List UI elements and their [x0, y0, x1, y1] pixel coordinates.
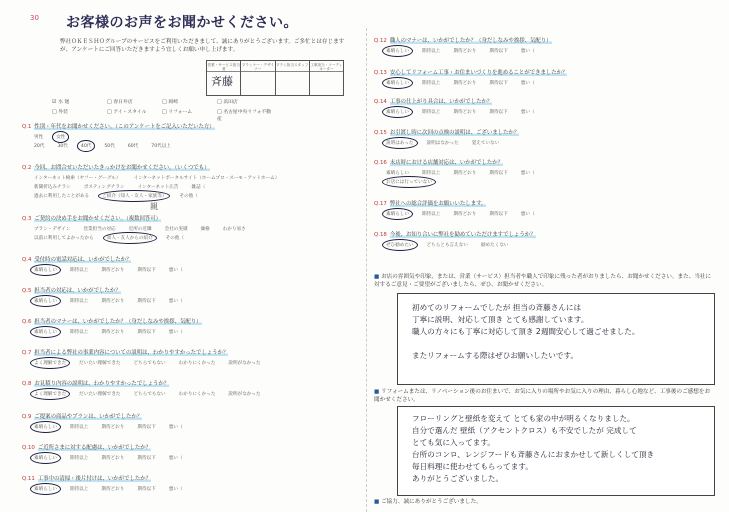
answer-option[interactable]: 期待以下 [489, 110, 508, 115]
stamp-cell [310, 61, 343, 95]
answer-options [34, 175, 292, 181]
comment-line: フローリングと壁紙を変えて とても家の中が明るくなりました。 [412, 414, 635, 423]
question [374, 128, 519, 136]
answer-option[interactable]: 悪い（ [168, 425, 183, 430]
answer-option[interactable]: 期待以上 [69, 425, 89, 430]
question [374, 36, 552, 44]
question-text: 性別・年代をお聞かせください。（このアンケートをご記入いただいた方） [34, 124, 215, 130]
answer-option[interactable]: わかり易さ [222, 227, 246, 232]
answer-option[interactable]: 期待以下 [137, 330, 156, 335]
question [22, 214, 161, 222]
answer-options [386, 179, 445, 185]
answer-option[interactable]: よく理解できた [34, 361, 67, 366]
question-text: ご契約の決め手をお聞かせください。（複数回答可） [34, 216, 162, 222]
answer-option[interactable]: 素晴らしい [34, 330, 57, 335]
question-number: Q.13 [374, 70, 387, 76]
answer-option[interactable]: 説明がなかった [228, 361, 261, 366]
answer-option[interactable]: 説明がなかった [228, 392, 261, 397]
answer-option[interactable]: 説明はあった [386, 141, 414, 146]
answer-option[interactable]: 30代 [57, 144, 68, 149]
answer-option[interactable]: 説明はなかった [426, 141, 459, 146]
question-text: 未店時における店舗対応は、いかがでしたか？ [389, 160, 504, 166]
answer-option[interactable]: 期待どおり [101, 456, 125, 461]
answer-option[interactable]: 期待どおり [101, 299, 125, 304]
question-number: Q.1 [22, 124, 32, 130]
page-number: 30 [30, 14, 39, 22]
answer-option[interactable]: 悪い（ [520, 81, 535, 86]
answer-options [386, 211, 548, 217]
comment-line: 丁寧に説明、対応して頂き とても感謝しています。 [412, 315, 589, 324]
stamp-label: 営業・サービス担当者 [207, 63, 240, 72]
answer-option[interactable]: どちらでもない [133, 361, 166, 366]
stamp-cell [241, 61, 275, 95]
answer-option[interactable]: 期待以上 [421, 49, 441, 54]
comment-line: とても気に入ってます。 [412, 438, 495, 447]
answer-option[interactable]: わかりにくかった [178, 392, 216, 397]
question-number: Q.12 [374, 38, 387, 44]
question [22, 122, 215, 130]
stamp-label: プラン担当スタッフ [276, 61, 309, 72]
answer-option[interactable]: 女性 [56, 135, 66, 140]
answer-option[interactable]: 期待どおり [453, 81, 477, 86]
answer-option[interactable]: インターネット広告 [137, 185, 179, 190]
answer-option[interactable]: その他（ [179, 194, 198, 199]
answer-option[interactable]: 70代以上 [151, 144, 171, 149]
answer-options [34, 235, 197, 241]
question-text: 職人のマナーは、いかがでしたか？（身だしなみや挨拶、気配り） [389, 38, 552, 44]
question-number: Q.6 [22, 319, 32, 325]
answer-option[interactable]: 近所の近隣 [128, 227, 152, 232]
question-text: お引渡し時に次回の点検の説明は、ございましたか？ [389, 130, 520, 136]
answer-option[interactable]: 期待以下 [489, 49, 508, 54]
answer-option[interactable]: ポスティングチラシ [83, 185, 125, 190]
answer-option[interactable]: 会社の実績 [164, 227, 188, 232]
answer-options [34, 455, 196, 461]
answer-option[interactable]: 期待どおり [453, 110, 477, 115]
answer-option[interactable]: 過去に利用したことがある [34, 194, 90, 199]
answer-option[interactable]: 素晴らしい [34, 268, 57, 273]
answer-option[interactable]: 期待どおり [101, 330, 125, 335]
answer-option[interactable]: インターネットポータルサイト（ホームプロ・スーモ・アットホーム） [133, 176, 280, 181]
comment-line [412, 338, 639, 350]
question-text: ご近所さまに対する配慮は、いかがでしたか？ [37, 445, 152, 451]
answer-option[interactable]: 悪い（ [168, 330, 183, 335]
answer-option[interactable]: 40代 [80, 144, 92, 149]
question-text: 安心してリフォーム工事・お住まいづくりを進めることができましたか？ [389, 70, 568, 76]
question [22, 379, 169, 387]
comment2-heading: ■ リフォームまたは、リノベーション後のお住まいで、お気に入りの場所やお気に入りの理由、暮らし心地など、工事後のご感想をお聞かせください。 [374, 388, 714, 404]
answer-option[interactable]: 以前に利用してよかったから [34, 236, 94, 241]
question-text: 工事の仕上がり具合は、いかがでしたか？ [389, 99, 493, 105]
question-number: Q.18 [374, 232, 387, 238]
answer-option[interactable]: 素晴らしい [386, 171, 409, 176]
stamp-label: 工事担当・コーディネーター [310, 63, 343, 72]
answer-option[interactable]: どちらでもない [133, 392, 166, 397]
answer-options [34, 329, 196, 335]
answer-option[interactable]: 期待以下 [489, 212, 508, 217]
answer-options [34, 134, 78, 140]
answer-option[interactable]: 悪い（ [520, 49, 535, 54]
answer-option[interactable]: 期待以上 [421, 171, 441, 176]
handwritten-note: 親 [150, 202, 158, 211]
answer-option[interactable]: 期待以上 [421, 212, 441, 217]
answer-option[interactable]: 期待以上 [69, 487, 89, 492]
question-text: 今回、お問合せいただいたきっかけをお聞かせください。（いくつでも） [34, 165, 210, 171]
question-number: Q.8 [22, 381, 32, 387]
answer-options [34, 267, 196, 273]
answer-option[interactable]: お店には行っていない [386, 180, 432, 185]
question-text: 工事中の清掃・後片付けは、いかがでしたか？ [37, 476, 152, 482]
answer-option[interactable]: 勧めたくない [480, 243, 509, 248]
question [22, 317, 202, 325]
answer-options [34, 193, 211, 199]
answer-option[interactable]: 期待どおり [453, 212, 477, 217]
answer-options [34, 486, 196, 492]
answer-option[interactable]: 素晴らしい [34, 299, 57, 304]
category-checkbox[interactable]: □ 春日井店 [107, 98, 162, 105]
question [22, 163, 210, 171]
category-checkbox[interactable]: ☑ 水 廻 [52, 98, 107, 105]
answer-option[interactable]: 悪い（ [168, 456, 183, 461]
answer-option[interactable]: 期待以下 [137, 299, 156, 304]
question-number: Q.11 [22, 476, 35, 482]
answer-option[interactable]: 期待どおり [101, 487, 125, 492]
stamp-cell [207, 61, 241, 95]
comment-line: 毎日料理に使わせてもらってます。 [412, 462, 533, 471]
answer-option[interactable]: 期待どおり [101, 268, 125, 273]
comment-line: ありがとうございました。 [412, 474, 504, 483]
answer-option[interactable]: 期待以上 [69, 330, 89, 335]
question [22, 443, 151, 451]
question-text: 今後、お知り合いに弊社を勧めていただけますでしょうか？ [389, 232, 536, 238]
answer-option[interactable]: 営業担当の対応 [83, 227, 116, 232]
answer-option[interactable]: 50代 [104, 144, 115, 149]
answer-option[interactable]: 期待以上 [69, 268, 89, 273]
question-text: 受付時の電話対応は、いかがでしたか？ [34, 257, 132, 263]
comment-line: 自分で選んだ 壁紙（アクセントクロス）も不安でしたが 完成して [412, 426, 637, 435]
answer-option[interactable]: 悪い（ [520, 212, 535, 217]
stamp-cell [276, 61, 310, 95]
question [374, 158, 503, 166]
intro-text: 弊社ＯＫＥＳＨＯグループのサービスをご利用いただきまして、誠にありがとうございます。ご多忙とは存じますが、アンケートにご回答いただきますよう宜しくお願い申し上げます。 [60, 39, 345, 53]
answer-option[interactable]: その他（ [165, 236, 185, 241]
answer-option[interactable]: 悪い（ [168, 268, 183, 273]
question-number: Q.10 [22, 445, 35, 451]
answer-option[interactable]: 60代 [127, 144, 139, 149]
answer-option[interactable]: 期待どおり [453, 49, 477, 54]
answer-option[interactable]: 期待以下 [137, 268, 156, 273]
question [374, 230, 536, 238]
answer-option[interactable]: 期待以下 [137, 487, 156, 492]
question [22, 286, 121, 294]
question [374, 97, 492, 105]
answer-option[interactable]: 期待以上 [421, 110, 441, 115]
answer-option[interactable]: 素晴らしい [34, 425, 57, 430]
answer-option[interactable]: 悪い（ [168, 487, 183, 492]
question-number: Q.17 [374, 201, 387, 207]
question-text: 担当者による弊社の事業内容についての説明は、わかりやすかったでしょうか？ [34, 350, 229, 356]
answer-option[interactable]: よく理解できた [34, 392, 67, 397]
question-text: ご提案の商品やプランは、いかがでしたか？ [34, 414, 143, 420]
category-checkbox[interactable]: □ 浜田店 [217, 98, 272, 105]
question-number: Q.3 [22, 216, 32, 222]
column-divider [366, 28, 367, 512]
answer-option[interactable]: ご紹介（知人・友人・家族等） [102, 194, 167, 199]
answer-options [386, 80, 548, 86]
answer-option[interactable]: 期待以下 [489, 81, 508, 86]
answer-option[interactable]: インターネット検索（ヤフー・グーグル） [34, 176, 121, 181]
question-number: Q.4 [22, 257, 32, 263]
category-checkbox[interactable]: □ 名古屋中央リフォ不動産 [217, 108, 272, 122]
category-checklist [52, 98, 272, 122]
answer-options [386, 48, 548, 54]
comment-line: またリフォームする際はぜひお願いしたいです。 [412, 351, 579, 360]
answer-option[interactable]: 知人・友人からの紹介 [106, 236, 153, 241]
answer-option[interactable]: 悪い（ [168, 299, 183, 304]
answer-option[interactable]: 期待以上 [69, 456, 89, 461]
question [22, 348, 228, 356]
comment-line: 職人の方々にも丁寧に対応して頂き 2週間安心して過ごせました。 [412, 327, 640, 336]
answer-option[interactable]: 素晴らしい [34, 487, 57, 492]
category-checkbox[interactable]: □ 外装 [52, 108, 107, 122]
question-number: Q.9 [22, 414, 32, 420]
answer-options [386, 140, 512, 146]
answer-option[interactable]: 悪い（ [520, 171, 535, 176]
question-number: Q.5 [22, 288, 32, 294]
question-text: 弊社への総合評価をお願いいたします。 [389, 201, 487, 207]
answer-option[interactable]: 素晴らしい [386, 110, 409, 115]
answer-options [34, 298, 196, 304]
answer-option[interactable]: どちらとも言えない [426, 243, 468, 248]
comment1-handwriting [412, 302, 639, 362]
answer-option[interactable]: ぜひ勧めたい [386, 243, 414, 248]
comment1-box [397, 293, 715, 385]
question-number: Q.16 [374, 160, 387, 166]
answer-option[interactable]: 素晴らしい [386, 81, 409, 86]
answer-option[interactable]: 期待以上 [421, 81, 441, 86]
category-checkbox[interactable]: □ 岡崎 [162, 98, 217, 105]
answer-option[interactable]: 期待以下 [137, 425, 156, 430]
comment2-box [397, 406, 715, 496]
answer-option[interactable]: 悪い（ [520, 110, 535, 115]
question-text: 担当者の対応は、いかがでしたか？ [34, 288, 121, 294]
category-checkbox[interactable]: □ アイ・スタイル [107, 108, 162, 122]
footer-thanks: ■ ご協力、誠にありがとうございました。 [374, 498, 482, 506]
answer-option[interactable]: 男性 [34, 135, 44, 140]
question-text: お見積り内容の説明は、わかりやすかったでしょうか？ [34, 381, 170, 387]
answer-option[interactable]: わかりにくかった [178, 361, 216, 366]
answer-option[interactable]: プラン・デザイン [34, 227, 71, 232]
answer-option[interactable]: 期待どおり [101, 425, 125, 430]
answer-option[interactable]: 素晴らしい [386, 212, 409, 217]
answer-option[interactable]: 覚えていない [471, 141, 500, 146]
question [374, 199, 486, 207]
comment2-handwriting [412, 413, 654, 485]
answer-options [34, 391, 274, 397]
question [22, 412, 142, 420]
answer-options [386, 242, 522, 248]
question [22, 255, 131, 263]
question [22, 474, 151, 482]
signature: 斉藤 [211, 75, 233, 88]
question-number: Q.7 [22, 350, 32, 356]
question [374, 68, 567, 76]
answer-option[interactable]: 雑誌（ [191, 185, 206, 190]
stamp-label: プランナー・デザイナー [241, 63, 274, 72]
answer-option[interactable]: 新聞折込みチラシ [34, 185, 71, 190]
answer-options [34, 360, 274, 366]
answer-option[interactable]: だいたい理解できた [79, 361, 121, 366]
question-text: 担当者のマナーは、いかがでしたか？（身だしなみや挨拶、気配り） [34, 319, 202, 325]
question-number: Q.15 [374, 130, 387, 136]
answer-option[interactable]: 価格 [200, 227, 210, 232]
answer-options [34, 226, 259, 232]
answer-option[interactable]: 期待以上 [69, 299, 89, 304]
category-checkbox[interactable]: □ リフォーム [162, 108, 217, 122]
question-number: Q.14 [374, 99, 387, 105]
page-title: お客様のお声をお聞かせください。 [66, 15, 298, 31]
answer-option[interactable]: だいたい理解できた [79, 392, 121, 397]
comment-line: 初めてのリフォームでしたが 担当の斉藤さんには [412, 303, 582, 312]
answer-options [34, 143, 184, 149]
answer-options [386, 109, 548, 115]
question-number: Q.2 [22, 165, 32, 171]
answer-options [34, 424, 196, 430]
answer-options [34, 184, 218, 190]
staff-stamp-table [206, 60, 344, 96]
comment1-heading: ■ お店の雰囲気や印象、または、営業（サービス）担当者や職人で印象に残った者がおりましたら、お聞かせください。また、当社に対するご意見・ご要望がございましたら、ぜひ、お聞かせください。 [374, 273, 714, 289]
answer-option[interactable]: 20代 [34, 144, 45, 149]
comment-line: 台所のコンロ、レンジフードも斉藤さんにおまかせして新しくして頂き [412, 450, 655, 459]
answer-option[interactable]: 素晴らしい [34, 456, 57, 461]
answer-option[interactable]: 期待以下 [489, 171, 508, 176]
answer-option[interactable]: 期待どおり [453, 171, 477, 176]
answer-option[interactable]: 期待以下 [137, 456, 156, 461]
answer-option[interactable]: 素晴らしい [386, 49, 409, 54]
